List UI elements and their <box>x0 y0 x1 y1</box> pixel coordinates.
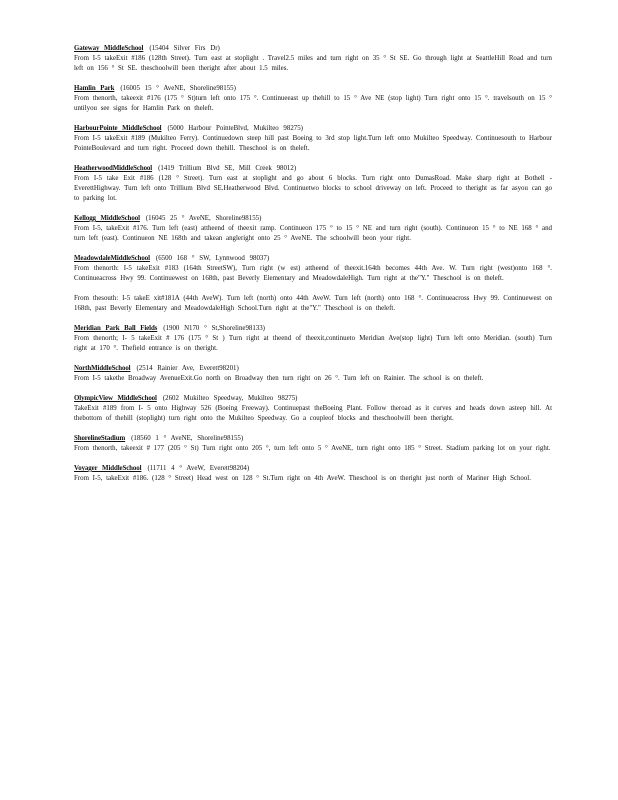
entry-voyager <box>74 464 552 484</box>
school-name: OlympicView MiddleSchool <box>74 395 157 402</box>
directions-text: From I-5 takeExit #189 (Mukilteo Ferry). Continuedown steep hill past Boeing to 3rd stop light.Turn left onto Mukilteo Speedway. Continuesouth to Harbour PointeBoulevard and turn right. Proceed down thehill. Theschool is on theleft. <box>74 135 552 152</box>
entry-heading <box>74 394 552 404</box>
school-name: Hamlin Park <box>74 85 115 92</box>
school-name: NorthMiddleSchool <box>74 365 131 372</box>
directions-text: From thenorth, takeexit # 177 (205 ° St) Turn right onto 205 °, turn left onto 5 ° AveNE, turn right onto 185 ° Street. Stadium parking lot on your right. <box>74 445 551 452</box>
school-address: (6500 168 ° SW, Lynnwood 98037) <box>155 255 270 262</box>
entry-heading <box>74 364 552 374</box>
entry-heading <box>74 464 552 474</box>
entry-kellogg <box>74 214 552 244</box>
directions-text-from-north: From thenorth: I-5 takeExit #183 (164th StreetSW), Turn right (w est) attheend of theexit.164th becomes 44th Ave. W. Turn right (west)onto 168 °. Continueacross Hwy 99. Continuewest on 168th, past Beverly Elementary and MeadowdaleHigh. Turn right at the"Y." Theschool is on theleft. <box>74 265 552 282</box>
school-address: (15404 Silver Firs Dr) <box>149 45 220 52</box>
entry-hamlin-park <box>74 84 552 114</box>
school-name: Voyager MiddleSchool <box>74 465 142 472</box>
entry-north-middle <box>74 364 552 384</box>
entry-harbour-pointe <box>74 124 552 154</box>
entry-heading <box>74 84 552 94</box>
school-address: (2602 Mukilteo Speedway, Mukilteo 98275) <box>162 395 298 402</box>
directions-text-from-south: From thesouth: I-5 takeE xit#181A (44th AveW). Turn left (north) onto 44th AveW. Turn left (north) onto 168 °. Continueacross Hwy 99. Continuewest on 168th, past Beverly Elementary and MeadowdaleHigh School.Turn right at the"Y." Theschool is on theleft. <box>74 295 552 312</box>
school-name: HarbourPointe MiddleSchool <box>74 125 162 132</box>
entry-heading <box>74 124 552 134</box>
entry-shoreline-stadium <box>74 434 552 454</box>
school-address: (2514 Rainier Ave, Everett98201) <box>136 365 239 372</box>
school-name: Kellogg MiddleSchool <box>74 215 140 222</box>
entry-heading <box>74 214 552 224</box>
school-address: (16005 15 ° AveNE, Shoreline98155) <box>120 85 236 92</box>
entry-gateway <box>74 44 552 74</box>
directions-text: From I-5, takeExit #186. (128 ° Street) Head west on 128 ° St.Turn right on 4th AveW. Theschool is on theright just north of Mariner High School. <box>74 475 531 482</box>
school-address: (18560 1 ° AveNE, Shoreline98155) <box>131 435 244 442</box>
school-name: HeatherwoodMiddleSchool <box>74 165 153 172</box>
entry-heading <box>74 164 552 174</box>
directions-text: From I-5, takeExit #176. Turn left (east) attheend of theexit ramp. Continueon 175 ° to 15 ° NE and turn right (south). Continueon 15 ° to NE 168 ° and turn left (east). Continueon NE 168th and takean angleright onto 25 ° AveNE. The schoolwill beon your right. <box>74 225 552 242</box>
school-name: Meridian Park Ball Fields <box>74 325 158 332</box>
directions-text: From thenorth, takeexit #176 (175 ° St)turn left onto 175 °. Continueeast up thehill to 15 ° Ave NE (stop light) Turn right onto 15 °. travelsouth on 15 ° untilyou see signs for Hamlin Park on theleft. <box>74 95 552 112</box>
directions-text: TakeExit #189 from I- 5 onto Highway 526 (Boeing Freeway). Continuepast theBoeing Plant. Follow theroad as it curves and heads down asteep hill. At thebottom of thehill (stoplight) turn right onto the Mukilteo Speedway. Go a coupleof blocks and theschoolwill been theright. <box>74 405 552 422</box>
entry-meridian-park <box>74 324 552 354</box>
directions-text: From thenorth; I- 5 takeExit # 176 (175 ° St ) Turn right at theend of theexit,continueto Meridian Ave(stop light) Turn left onto Meridian. (south) Turn right at 170 °. Thefield entrance is on theright. <box>74 335 552 352</box>
school-address: (11711 4 ° AveW, Everett98204) <box>147 465 250 472</box>
school-address: (1900 N170 ° St,Shoreline98133) <box>163 325 265 332</box>
directions-text: From I-5 take Exit #186 (128 ° Street). Turn east at stoplight and go about 6 blocks. Turn right onto DumasRoad. Make sharp right at Bothell - EverettHighway. Turn left onto Trillium Blvd SE.Heatherwood Blvd. Continuetwo blocks to school driveway on left. Proceed to theright as far asyou can go to parking lot. <box>74 175 552 202</box>
directions-document <box>74 44 552 494</box>
entry-heading <box>74 324 552 334</box>
entry-heading <box>74 254 552 264</box>
school-name: ShorelineStadium <box>74 435 126 442</box>
directions-text: From I-5 takeExit #186 (128th Street). Turn east at stoplight . Travel2.5 miles and turn right on 35 ° St SE. Go through light at SeattleHill Road and turn left on 156 ° St SE. theschoolwill been theright after about 1.5 miles. <box>74 55 552 72</box>
directions-text: From I-5 takethe Broadway AvenueExit.Go north on Broadway then turn right on 26 °. Turn left on Rainier. The school is on theleft. <box>74 375 484 382</box>
school-name: MeadowdaleMiddleSchool <box>74 255 150 262</box>
entry-meadowdale <box>74 254 552 314</box>
entry-heatherwood <box>74 164 552 204</box>
school-address: (16045 25 ° AveNE, Shoreline98155) <box>145 215 262 222</box>
school-name: Gateway MiddleSchool <box>74 45 144 52</box>
school-address: (5000 Harbour PointeBlvd, Mukilteo 98275) <box>167 125 303 132</box>
entry-heading <box>74 434 552 444</box>
school-address: (1419 Trillium Blvd SE, Mill Creek 98012) <box>158 165 297 172</box>
entry-olympic-view <box>74 394 552 424</box>
entry-heading <box>74 44 552 54</box>
